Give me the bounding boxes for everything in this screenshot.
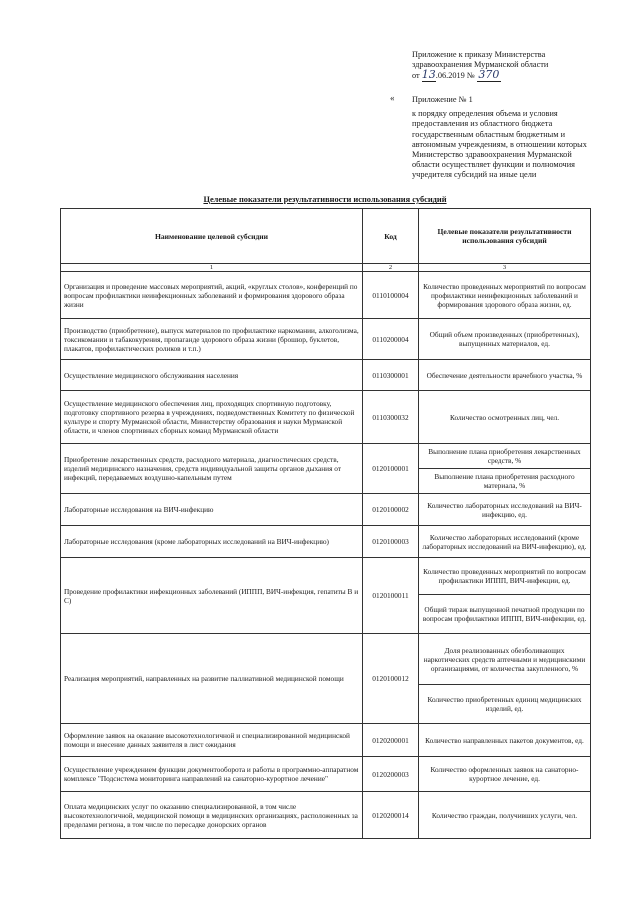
- header-code: Код: [363, 209, 419, 264]
- indicator: Выполнение плана приобретения лекарственных средств, %: [419, 444, 591, 469]
- indicator: Количество лабораторных исследований (кроме лабораторных исследований на ВИЧ-инфекцию), ед.: [419, 526, 591, 558]
- subsidy-name: Производство (приобретение), выпуск материалов по профилактике наркомании, алкоголизма, токсикомании и табакокурения, пропаганде здорового образа жизни (брошюр, буклетов, плакатов, профилактических роликов и т.п.): [61, 319, 363, 360]
- column-number: 2: [363, 264, 419, 272]
- quote-mark: «: [390, 93, 395, 103]
- date-prefix: от: [412, 71, 420, 81]
- subsidy-code: 0110300032: [363, 391, 419, 444]
- order-date-line: [412, 70, 602, 81]
- indicator: Доля реализованных обезболивающих наркотических средств аптечными и медицинскими организациями, от количества закупленного, %: [419, 634, 591, 685]
- table-row: [61, 360, 591, 391]
- table-row: [61, 634, 591, 685]
- subsidy-name: Приобретение лекарственных средств, расходного материала, диагностических средств, изделий медицинского назначения, средств индивидуальной защиты органов дыхания от инфекций, передаваемых воздушно-капельным путем: [61, 444, 363, 494]
- column-number-row: [61, 264, 591, 272]
- subsidy-name: Организация и проведение массовых мероприятий, акций, «круглых столов», конференций по вопросам профилактики неинфекционных заболеваний и формирования здорового образа жизни: [61, 272, 363, 319]
- column-number: 1: [61, 264, 363, 272]
- column-number: 3: [419, 264, 591, 272]
- subsidy-code: 0120200003: [363, 757, 419, 792]
- header-name: Наименование целевой субсидии: [61, 209, 363, 264]
- table-row: [61, 391, 591, 444]
- subsidy-name: Реализация мероприятий, направленных на развитие паллиативной медицинской помощи: [61, 634, 363, 724]
- table-row: [61, 792, 591, 839]
- subsidy-code: 0120100001: [363, 444, 419, 494]
- appendix-body: к порядку определения объема и условия предоставления из областного бюджета государственным областным бюджетным и автономным учреждениям, в отношении которых Министерство здравоохранения Мурманской области осуществляет функции и полномочия учредителя субсидий на иные цели: [412, 109, 587, 180]
- indicator: Количество граждан, получивших услуги, чел.: [419, 792, 591, 839]
- subsidy-name: Осуществление учреждением функции документооборота и работы в программно-аппаратном комплексе "Подсистема мониторинга направлений на санаторно-курортное лечение": [61, 757, 363, 792]
- table-row: [61, 319, 591, 360]
- appendix-title: Приложение № 1: [412, 95, 473, 104]
- indicator: Количество проведенных мероприятий по вопросам профилактики ИППП, ВИЧ-инфекции, ед.: [419, 558, 591, 595]
- subsidy-indicators-table: [60, 208, 591, 839]
- table-row: [61, 526, 591, 558]
- subsidy-name: Оплата медицинских услуг по оказанию специализированной, в том числе высокотехнологичной, медицинской помощи в медицинских организациях, расположенных за пределами региона, в том числе по пересадке донорских органов: [61, 792, 363, 839]
- subsidy-code: 0120200001: [363, 724, 419, 757]
- table-row: [61, 272, 591, 319]
- table-row: [61, 444, 591, 469]
- indicator: Количество направленных пакетов документов, ед.: [419, 724, 591, 757]
- subsidy-code: 0110100004: [363, 272, 419, 319]
- table-row: [61, 558, 591, 595]
- indicator: Выполнение плана приобретения расходного материала, %: [419, 469, 591, 494]
- subsidy-name: Проведение профилактики инфекционных заболеваний (ИППП, ВИЧ-инфекция, гепатиты В и С): [61, 558, 363, 634]
- indicator: Количество оформленных заявок на санаторно-курортное лечение, ед.: [419, 757, 591, 792]
- header-indicators: Целевые показатели результативности использования субсидий: [419, 209, 591, 264]
- annex-line-1: Приложение к приказу Министерства: [412, 50, 546, 59]
- appendix-header: [390, 93, 600, 181]
- indicator: Количество лабораторных исследований на ВИЧ-инфекцию, ед.: [419, 494, 591, 526]
- subsidy-code: 0120100002: [363, 494, 419, 526]
- subsidy-code: 0120100011: [363, 558, 419, 634]
- handwritten-day: 13: [421, 68, 436, 82]
- indicator: Общий объем произведенных (приобретенных), выпущенных материалов, ед.: [419, 319, 591, 360]
- indicator: Количество проведенных мероприятий по вопросам профилактики неинфекционных заболеваний и формирования здорового образа жизни, ед.: [419, 272, 591, 319]
- subsidy-code: 0110300001: [363, 360, 419, 391]
- subsidy-name: Оформление заявок на оказание высокотехнологичной и специализированной медицинской помощи и внесение данных заявителя в лист ожидания: [61, 724, 363, 757]
- date-rest: .06.2019 №: [435, 71, 475, 81]
- subsidy-name: Осуществление медицинского обеспечения лиц, проходящих спортивную подготовку, подготовку спортивного резерва в учреждениях, подведомственных Комитету по физической культуре и спорту Мурманской области, Министерству образования и науки Мурманской области, и членов спортивных сборных команд Мурманской области: [61, 391, 363, 444]
- handwritten-order-number: 370: [478, 68, 500, 82]
- order-annex-header: [412, 50, 602, 82]
- subsidy-code: 0120200014: [363, 792, 419, 839]
- table-body: [61, 272, 591, 839]
- subsidy-name: Лабораторные исследования (кроме лабораторных исследований на ВИЧ-инфекцию): [61, 526, 363, 558]
- subsidy-code: 0120100012: [363, 634, 419, 724]
- subsidy-code: 0110200004: [363, 319, 419, 360]
- indicator: Количество приобретенных единиц медицинских изделий, ед.: [419, 685, 591, 724]
- table-row: [61, 724, 591, 757]
- table-title: Целевые показатели результативности использования субсидий: [203, 195, 447, 204]
- indicator: Обеспечение деятельности врачебного участка, %: [419, 360, 591, 391]
- subsidy-name: Лабораторные исследования на ВИЧ-инфекцию: [61, 494, 363, 526]
- subsidy-code: 0120100003: [363, 526, 419, 558]
- subsidy-name: Осуществление медицинского обслуживания населения: [61, 360, 363, 391]
- annex-line-2: здравоохранения Мурманской области: [412, 60, 549, 70]
- indicator: Общий тираж выпущенной печатной продукции по вопросам профилактики ИППП, ВИЧ-инфекции, ед.: [419, 595, 591, 634]
- indicator: Количество осмотренных лиц, чел.: [419, 391, 591, 444]
- table-header-row: [61, 209, 591, 264]
- table-row: [61, 757, 591, 792]
- table-row: [61, 494, 591, 526]
